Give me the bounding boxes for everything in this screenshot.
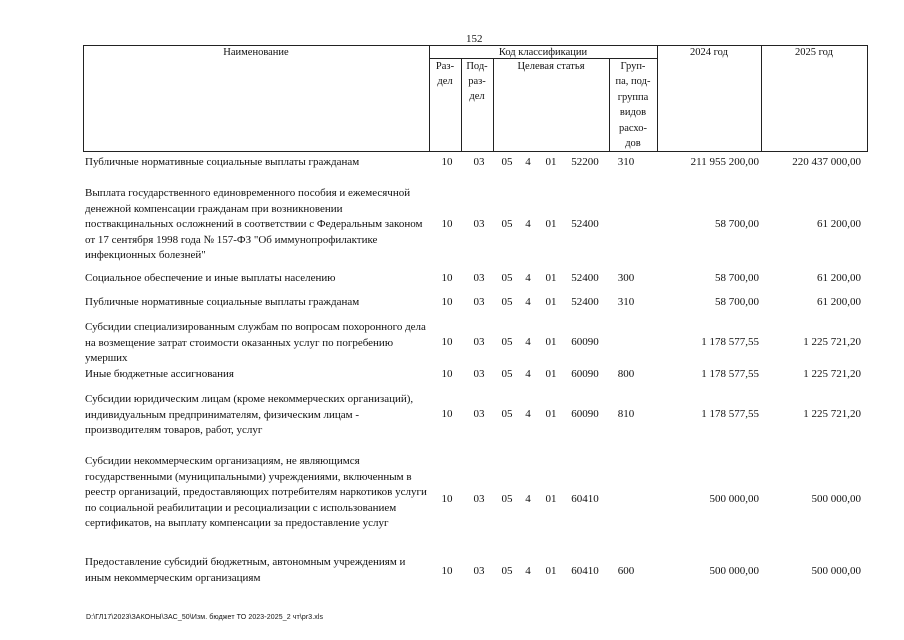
cell-target-1: 05	[501, 408, 513, 420]
cell-amount-2025: 1 225 721,20	[803, 368, 861, 380]
table-row	[85, 367, 865, 382]
cell-target-1: 05	[501, 218, 513, 230]
table-row	[85, 271, 865, 286]
cell-razdel: 10	[441, 218, 453, 230]
cell-target-1: 05	[501, 272, 513, 284]
cell-target-3: 01	[545, 493, 557, 505]
cell-group: 310	[617, 156, 635, 168]
cell-amount-2025: 220 437 000,00	[792, 156, 861, 168]
page-number: 152	[466, 33, 483, 45]
cell-amount-2025: 500 000,00	[811, 565, 861, 577]
cell-amount-2024: 500 000,00	[709, 565, 759, 577]
cell-group: 810	[617, 408, 635, 420]
cell-group: 800	[617, 368, 635, 380]
cell-amount-2025: 500 000,00	[811, 493, 861, 505]
row-name: Социальное обеспечение и иные выплаты населению	[85, 272, 336, 284]
cell-target-2: 4	[525, 493, 531, 505]
cell-target-2: 4	[525, 336, 531, 348]
cell-podrazdel: 03	[473, 493, 485, 505]
cell-amount-2025: 61 200,00	[817, 218, 861, 230]
table-row	[85, 186, 865, 264]
cell-target-3: 01	[545, 156, 557, 168]
header-code: Код классификации	[498, 47, 588, 58]
row-name: Субсидии юридическим лицам (кроме некоммерческих организаций), индивидуальным предпринимателям, физическим лицам - производителям товаров, работ, услуг	[85, 393, 414, 436]
header-razdel: Раз- дел	[435, 61, 455, 87]
cell-amount-2025: 1 225 721,20	[803, 336, 861, 348]
cell-amount-2024: 58 700,00	[715, 272, 759, 284]
cell-razdel: 10	[441, 493, 453, 505]
cell-razdel: 10	[441, 368, 453, 380]
table-row	[85, 454, 865, 547]
cell-podrazdel: 03	[473, 368, 485, 380]
row-name: Публичные нормативные социальные выплаты гражданам	[85, 296, 360, 308]
cell-amount-2025: 61 200,00	[817, 272, 861, 284]
cell-amount-2024: 58 700,00	[715, 218, 759, 230]
cell-amount-2024: 58 700,00	[715, 296, 759, 308]
cell-amount-2025: 61 200,00	[817, 296, 861, 308]
cell-target-1: 05	[501, 336, 513, 348]
cell-target-4: 60410	[571, 565, 599, 577]
cell-target-4: 60090	[571, 368, 599, 380]
table-row	[85, 392, 865, 438]
cell-target-1: 05	[501, 156, 513, 168]
row-name: Субсидии специализированным службам по вопросам похоронного дела на возмещение затрат стоимости оказанных услуг по погребению умерших	[85, 321, 426, 364]
row-name: Субсидии некоммерческим организациям, не являющимся государственными (муниципальными) учреждениями, включенным в реестр организаций, предоставляющих потребителям наркотиков услуги по социальной реабилитации и ресоциализации с использованием сертификатов, на выплату компенсации за предоставление услуг	[85, 455, 427, 529]
row-name: Выплата государственного единовременного пособия и ежемесячной денежной компенсации гражданам при возникновении поствакцинальных осложнений в соответствии с Федеральным законом от 17 сентября 1998 года № 157-ФЗ "Об иммунопрофилактике инфекционных болезней"	[85, 187, 423, 261]
cell-amount-2024: 1 178 577,55	[701, 368, 759, 380]
row-name: Иные бюджетные ассигнования	[85, 368, 234, 380]
cell-razdel: 10	[441, 296, 453, 308]
cell-amount-2025: 1 225 721,20	[803, 408, 861, 420]
cell-amount-2024: 500 000,00	[709, 493, 759, 505]
cell-group: 600	[617, 565, 635, 577]
cell-target-4: 60410	[571, 493, 599, 505]
cell-amount-2024: 1 178 577,55	[701, 336, 759, 348]
row-name: Публичные нормативные социальные выплаты гражданам	[85, 156, 360, 168]
cell-target-3: 01	[545, 565, 557, 577]
cell-target-4: 60090	[571, 336, 599, 348]
cell-target-3: 01	[545, 336, 557, 348]
cell-target-2: 4	[525, 272, 531, 284]
row-name: Предоставление субсидий бюджетным, автономным учреждениям и иным некоммерческим организациям	[85, 556, 406, 584]
cell-group: 310	[617, 296, 635, 308]
cell-target-2: 4	[525, 218, 531, 230]
cell-target-2: 4	[525, 156, 531, 168]
header-group: Груп- па, под- группа видов расхо- дов	[615, 61, 651, 150]
cell-podrazdel: 03	[473, 565, 485, 577]
cell-target-1: 05	[501, 565, 513, 577]
cell-target-3: 01	[545, 218, 557, 230]
cell-group: 300	[617, 272, 635, 284]
cell-podrazdel: 03	[473, 296, 485, 308]
cell-target-4: 60090	[571, 408, 599, 420]
table-row	[85, 320, 865, 366]
cell-target-2: 4	[525, 368, 531, 380]
cell-target-1: 05	[501, 368, 513, 380]
cell-razdel: 10	[441, 565, 453, 577]
cell-razdel: 10	[441, 272, 453, 284]
cell-amount-2024: 1 178 577,55	[701, 408, 759, 420]
table-header	[83, 45, 868, 152]
cell-target-3: 01	[545, 272, 557, 284]
cell-razdel: 10	[441, 156, 453, 168]
table-row	[85, 295, 865, 310]
cell-target-4: 52400	[571, 296, 599, 308]
cell-razdel: 10	[441, 408, 453, 420]
header-podrazdel: Под- раз- дел	[466, 61, 488, 102]
cell-target-2: 4	[525, 565, 531, 577]
cell-razdel: 10	[441, 336, 453, 348]
file-path-footer: D:\ГЛ17\2023\ЗАКОНЫ\ЗАС_50\Изм. бюджет ТО 2023-2025_2 чт\pr3.xls	[86, 614, 324, 621]
table-row	[85, 155, 865, 170]
cell-target-4: 52400	[571, 218, 599, 230]
cell-target-3: 01	[545, 296, 557, 308]
cell-podrazdel: 03	[473, 156, 485, 168]
cell-target-2: 4	[525, 296, 531, 308]
cell-target-1: 05	[501, 296, 513, 308]
cell-target-4: 52400	[571, 272, 599, 284]
cell-amount-2024: 211 955 200,00	[690, 156, 759, 168]
cell-podrazdel: 03	[473, 336, 485, 348]
cell-podrazdel: 03	[473, 272, 485, 284]
cell-target-2: 4	[525, 408, 531, 420]
cell-target-3: 01	[545, 408, 557, 420]
cell-podrazdel: 03	[473, 218, 485, 230]
cell-target-3: 01	[545, 368, 557, 380]
table-row	[85, 555, 865, 586]
cell-podrazdel: 03	[473, 408, 485, 420]
header-name: Наименование	[223, 47, 289, 58]
header-target: Целевая статья	[517, 61, 585, 72]
header-year-2024: 2024 год	[690, 47, 728, 58]
cell-target-1: 05	[501, 493, 513, 505]
cell-target-4: 52200	[571, 156, 599, 168]
header-year-2025: 2025 год	[795, 47, 833, 58]
